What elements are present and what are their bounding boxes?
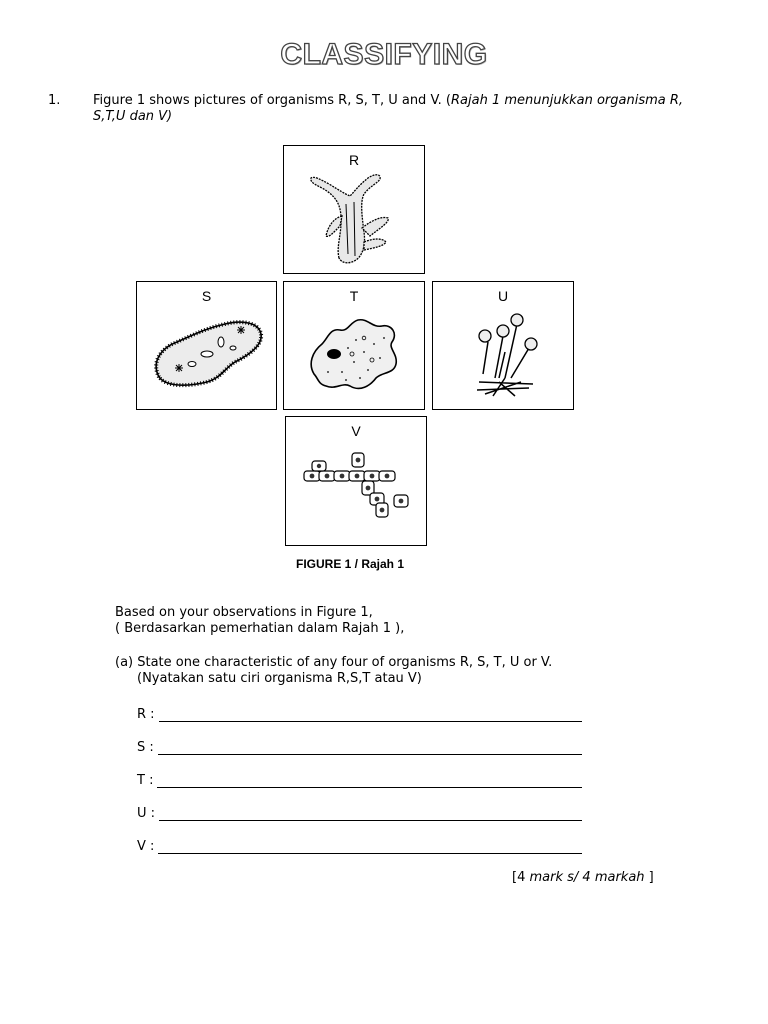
marks-ms: 4 markah [578, 870, 645, 885]
marks-prefix: [4 [512, 870, 530, 885]
answer-label-t: T : [137, 773, 154, 788]
answer-line-v[interactable] [158, 840, 582, 854]
answer-label-s: S : [137, 740, 154, 755]
marks-en: mark s/ [529, 870, 579, 885]
paramecium-illustration [137, 282, 276, 409]
answer-line-t[interactable] [157, 774, 582, 788]
answer-label-u: U : [137, 806, 156, 821]
instruction-line-2: ( Berdasarkan pemerhatian dalam Rajah 1 ), [115, 621, 405, 636]
answer-row-s [137, 737, 582, 755]
marks-suffix: ] [644, 870, 654, 885]
organism-v-box [285, 416, 427, 546]
organism-r-label: R [348, 152, 360, 168]
answer-label-r: R : [137, 707, 155, 722]
amoeba-illustration [284, 282, 424, 409]
answer-label-v: V : [137, 839, 155, 854]
answer-row-t [137, 770, 582, 788]
question-number: 1. [48, 93, 61, 108]
marks-allocation [512, 870, 654, 885]
hydra-illustration [284, 146, 424, 273]
answer-line-r[interactable] [159, 708, 582, 722]
organism-t-label: T [349, 288, 359, 304]
question-text [93, 93, 693, 125]
mould-illustration [433, 282, 573, 409]
chain-cells-illustration [286, 417, 426, 545]
organism-r-box [283, 145, 425, 274]
page-title: CLASSIFYING [280, 38, 488, 71]
organism-u-box [432, 281, 574, 410]
answer-line-s[interactable] [158, 741, 582, 755]
answer-line-u[interactable] [159, 807, 582, 821]
figure-caption: FIGURE 1 / Rajah 1 [295, 557, 405, 571]
question-text-en: Figure 1 shows pictures of organisms R, S, T, U and V. ( [93, 93, 451, 108]
organism-u-label: U [497, 288, 509, 304]
answer-row-v [137, 836, 582, 854]
organism-t-box [283, 281, 425, 410]
organism-v-label: V [351, 423, 361, 439]
answer-row-u [137, 803, 582, 821]
part-a-question-ms: (Nyatakan satu ciri organisma R,S,T atau V) [137, 671, 422, 686]
instruction-line-1: Based on your observations in Figure 1, [115, 605, 373, 620]
organism-s-box [136, 281, 277, 410]
organism-s-label: S [201, 288, 212, 304]
question-text-ms: Rajah 1 menunjukkan organisma R, S,T,U dan V) [93, 93, 684, 124]
answer-row-r [137, 704, 582, 722]
part-a-question: (a) State one characteristic of any four of organisms R, S, T, U or V. [115, 655, 553, 670]
